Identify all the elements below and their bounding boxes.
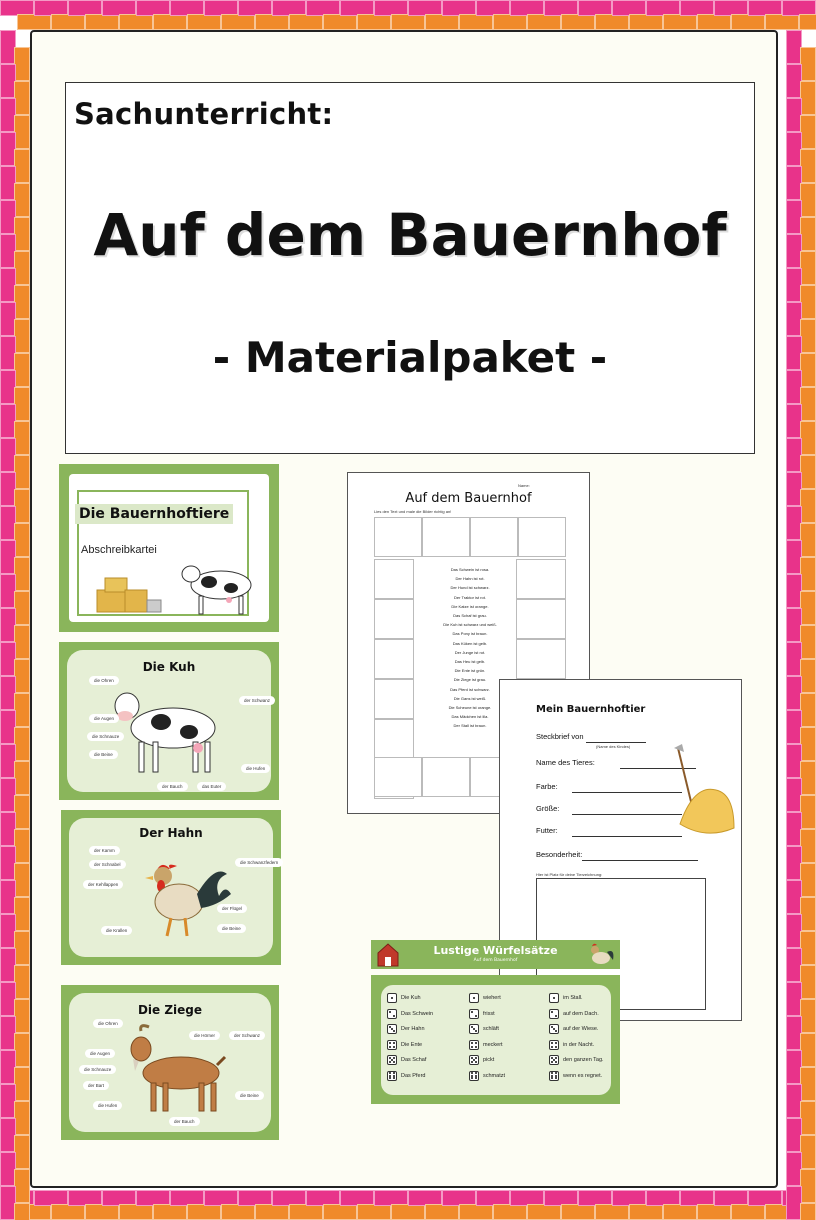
card-kartei-subtitle: Abschreibkartei bbox=[81, 544, 157, 556]
border-tile bbox=[14, 1135, 30, 1169]
border-tile bbox=[14, 727, 30, 761]
dice-sentence-part: schläft bbox=[483, 1026, 499, 1032]
border-tile bbox=[800, 557, 816, 591]
sub-title: - Materialpaket - bbox=[212, 333, 608, 382]
card-kartei-inner bbox=[69, 474, 269, 622]
dice-pip bbox=[389, 1072, 391, 1074]
rooster-label: der Kamm bbox=[89, 846, 120, 855]
dice-face-icon bbox=[387, 1071, 397, 1081]
rooster-icon bbox=[585, 942, 615, 968]
picture-cell bbox=[374, 679, 414, 719]
dice-header bbox=[371, 940, 620, 969]
ws1-sentence: Das Heu ist gelb. bbox=[454, 659, 486, 664]
ws1-instruction: Lies den Text und male die Bilder richtig an! bbox=[374, 509, 452, 514]
card-kuh-title: Die Kuh bbox=[142, 660, 196, 674]
ws1-sentence: Das Pferd ist schwarz. bbox=[450, 686, 490, 692]
border-tile bbox=[14, 489, 30, 523]
border-tile bbox=[800, 863, 816, 897]
border-tile bbox=[14, 965, 30, 999]
border-tile bbox=[14, 319, 30, 353]
goat-label: die Schnauze bbox=[79, 1065, 116, 1074]
picture-cell bbox=[422, 517, 470, 557]
ws2-field: Besonderheit: bbox=[536, 850, 583, 859]
cow-label: die Beine bbox=[89, 750, 118, 759]
border-tile bbox=[731, 1204, 765, 1220]
goat-label: die Hörner bbox=[189, 1031, 220, 1040]
ws2-field: Name des Tieres: bbox=[536, 758, 595, 767]
border-tile bbox=[800, 591, 816, 625]
ws2-line bbox=[586, 742, 646, 743]
dice-pip bbox=[555, 1015, 557, 1017]
border-tile bbox=[14, 285, 30, 319]
dice-pip bbox=[551, 1046, 553, 1048]
border-tile bbox=[51, 1204, 85, 1220]
border-tile bbox=[255, 14, 289, 30]
border-tile bbox=[800, 1169, 816, 1203]
border-tile bbox=[800, 387, 816, 421]
border-tile bbox=[187, 1204, 221, 1220]
border-tile bbox=[459, 1204, 493, 1220]
border-tile bbox=[425, 14, 459, 30]
card-kartei-cover bbox=[59, 464, 279, 632]
border-tile bbox=[51, 14, 85, 30]
ws2-name-hint: (Name des Kindes) bbox=[596, 744, 631, 749]
border-tile bbox=[800, 489, 816, 523]
border-tile bbox=[800, 47, 816, 81]
card-hahn-inner bbox=[69, 818, 279, 957]
border-tile bbox=[14, 795, 30, 829]
dice-sentence-part: frisst bbox=[483, 1010, 495, 1017]
border-tile bbox=[800, 1203, 816, 1220]
dice-pip bbox=[393, 1072, 395, 1074]
rooster-label: der Schnabel bbox=[89, 860, 126, 869]
dice-face-icon bbox=[387, 1024, 397, 1034]
dice-pip bbox=[393, 1042, 395, 1044]
border-tile bbox=[14, 421, 30, 455]
border-tile bbox=[323, 1204, 357, 1220]
ws1-sentence: Die Ziege ist grau. bbox=[453, 677, 487, 683]
ws1-sentence: Der Hund ist schwarz. bbox=[450, 585, 490, 591]
border-tile bbox=[800, 1033, 816, 1067]
ws1-title: Auf dem Bauernhof bbox=[405, 491, 532, 506]
border-tile bbox=[800, 149, 816, 183]
border-tile bbox=[595, 1204, 629, 1220]
border-tile bbox=[800, 353, 816, 387]
ws1-sentence: Der Junge ist rot. bbox=[454, 649, 486, 655]
rooster-label: der Kehllappen bbox=[83, 880, 123, 889]
picture-cell bbox=[470, 517, 518, 557]
border-tile bbox=[493, 1204, 527, 1220]
dice-pip bbox=[393, 1030, 395, 1032]
border-tile bbox=[14, 149, 30, 183]
dice-pip bbox=[475, 1015, 477, 1017]
border-tile bbox=[800, 421, 816, 455]
border-tile bbox=[800, 625, 816, 659]
subject-label: Sachunterricht: bbox=[74, 97, 334, 131]
dice-sentence-part: schmatzt bbox=[483, 1072, 506, 1079]
dice-face-icon bbox=[469, 1071, 479, 1081]
dice-pip bbox=[393, 1061, 395, 1063]
dice-sentence-part: meckert bbox=[483, 1041, 503, 1048]
main-title: Auf dem Bauernhof bbox=[93, 201, 727, 269]
ws1-sentence: Die Ente ist grün. bbox=[454, 668, 486, 674]
picture-cell bbox=[516, 599, 566, 639]
border-tile bbox=[14, 1169, 30, 1203]
border-tile bbox=[595, 14, 629, 30]
dice-pip bbox=[555, 1061, 557, 1063]
border-tile bbox=[800, 1101, 816, 1135]
border-tile bbox=[289, 1204, 323, 1220]
border-tile bbox=[357, 1204, 391, 1220]
goat-label: die Augen bbox=[85, 1049, 115, 1058]
border-tile bbox=[221, 1204, 255, 1220]
dice-sentence-part: wenn es regnet. bbox=[563, 1072, 603, 1079]
border-tile bbox=[14, 931, 30, 965]
ws2-field: Steckbrief von bbox=[536, 732, 584, 741]
border-tile bbox=[14, 115, 30, 149]
dice-pip bbox=[393, 1057, 395, 1059]
border-tile bbox=[14, 693, 30, 727]
dice-title: Lustige Würfelsätze bbox=[433, 944, 558, 957]
border-tile bbox=[799, 14, 816, 30]
rooster-label: der Flügel bbox=[217, 904, 247, 913]
picture-cell bbox=[374, 559, 414, 599]
dice-sentence-part: Das Pferd bbox=[401, 1072, 426, 1079]
cow-label: der Bauch bbox=[157, 782, 188, 791]
border-tile bbox=[800, 693, 816, 727]
border-tile bbox=[14, 217, 30, 251]
border-tile bbox=[493, 14, 527, 30]
ws1-sentence: Der Hahn ist rot. bbox=[455, 576, 485, 582]
border-tile bbox=[800, 965, 816, 999]
picture-cell bbox=[518, 517, 566, 557]
border-tile bbox=[289, 14, 323, 30]
ws1-sentence: Der Stall ist braun. bbox=[453, 723, 487, 729]
dice-pip bbox=[475, 1072, 477, 1074]
border-tile bbox=[800, 251, 816, 285]
border-tile bbox=[800, 217, 816, 251]
dice-sentence-part: im Stall. bbox=[563, 995, 583, 1001]
border-tile bbox=[14, 1033, 30, 1067]
goat-label: der Bart bbox=[83, 1081, 109, 1090]
cow-label: die Ohren bbox=[89, 676, 119, 685]
dice-pip bbox=[389, 1061, 391, 1063]
border-tile bbox=[800, 659, 816, 693]
border-tile bbox=[14, 897, 30, 931]
picture-cell bbox=[422, 757, 470, 797]
worksheet-mein-bauernhoftier bbox=[499, 679, 742, 1021]
dice-face-icon bbox=[469, 1024, 479, 1034]
dice-pip bbox=[553, 997, 555, 999]
dice-face-icon bbox=[387, 1040, 397, 1050]
border-tile bbox=[697, 1204, 731, 1220]
dice-face-icon bbox=[387, 1009, 397, 1019]
dice-pip bbox=[471, 1046, 473, 1048]
ws2-line bbox=[572, 836, 682, 837]
ws2-line bbox=[572, 814, 682, 815]
border-tile bbox=[800, 115, 816, 149]
cow-label: das Euter bbox=[197, 782, 226, 791]
cow-hay-illustration bbox=[91, 560, 261, 622]
border-tile bbox=[14, 1067, 30, 1101]
ws2-line bbox=[572, 792, 682, 793]
ws1-sentence: Die Gans ist weiß. bbox=[453, 695, 487, 701]
border-tile bbox=[425, 1204, 459, 1220]
dice-face-icon bbox=[549, 1071, 559, 1081]
border-tile bbox=[14, 1101, 30, 1135]
dice-face-icon bbox=[549, 993, 559, 1003]
goat-label: die Beine bbox=[235, 1091, 264, 1100]
ws2-photo-hint: Hier ist Platz für deine Tierzeichnung: bbox=[536, 872, 603, 877]
border-tile bbox=[14, 81, 30, 115]
dice-pip bbox=[389, 1011, 391, 1013]
border-tile bbox=[14, 353, 30, 387]
cow-label: die Schnauze bbox=[87, 732, 124, 741]
border-tile bbox=[800, 999, 816, 1033]
picture-cell bbox=[374, 599, 414, 639]
border-tile bbox=[85, 1204, 119, 1220]
dice-sentence-part: in der Nacht. bbox=[563, 1041, 595, 1048]
ws1-sentence: Das Pony ist braun. bbox=[452, 631, 488, 637]
picture-cell bbox=[374, 757, 422, 797]
border-tile bbox=[800, 931, 816, 965]
border-tile bbox=[800, 1067, 816, 1101]
border-tile bbox=[323, 14, 357, 30]
ws1-sentence: Der Traktor ist rot. bbox=[453, 594, 486, 600]
border-tile bbox=[85, 14, 119, 30]
dice-pip bbox=[471, 1072, 473, 1074]
dice-face-icon bbox=[387, 993, 397, 1003]
picture-cell bbox=[374, 639, 414, 679]
dice-pip bbox=[471, 1011, 473, 1013]
dice-sentence-part: wiehert bbox=[483, 995, 501, 1001]
picture-cell bbox=[374, 517, 422, 557]
dice-pip bbox=[389, 1042, 391, 1044]
dice-face-icon bbox=[549, 1009, 559, 1019]
dice-pip bbox=[471, 1042, 473, 1044]
dice-sentence-part: den ganzen Tag. bbox=[563, 1057, 604, 1063]
dice-pip bbox=[551, 1061, 553, 1063]
dice-pip bbox=[555, 1046, 557, 1048]
dice-sentence-part: Die Ente bbox=[401, 1041, 423, 1048]
card-kuh bbox=[59, 642, 279, 800]
border-tile bbox=[221, 14, 255, 30]
border-tile bbox=[391, 1204, 425, 1220]
dice-sentence-part: Die Kuh bbox=[401, 995, 421, 1001]
dice-pip bbox=[475, 1077, 477, 1079]
dice-pip bbox=[555, 1042, 557, 1044]
border-tile bbox=[527, 1204, 561, 1220]
card-kartei-title: Die Bauernhoftiere bbox=[75, 504, 233, 524]
title-box bbox=[65, 82, 755, 454]
border-tile bbox=[629, 14, 663, 30]
dice-pip bbox=[391, 997, 393, 999]
dice-face-icon bbox=[469, 1040, 479, 1050]
dice-pip bbox=[389, 1046, 391, 1048]
dice-pip bbox=[551, 1077, 553, 1079]
border-tile bbox=[14, 455, 30, 489]
dice-pip bbox=[475, 1030, 477, 1032]
border-tile bbox=[255, 1204, 289, 1220]
ws1-name-label: Name: bbox=[518, 483, 530, 488]
dice-face-icon bbox=[469, 1055, 479, 1065]
border-tile bbox=[800, 1135, 816, 1169]
border-tile bbox=[800, 455, 816, 489]
border-tile bbox=[561, 1204, 595, 1220]
border-tile bbox=[459, 14, 493, 30]
border-tile bbox=[800, 319, 816, 353]
dice-subtitle: Auf dem Bauernhof bbox=[473, 958, 518, 963]
card-kuh-inner bbox=[67, 650, 271, 792]
ws1-sentence: Das Küken ist gelb. bbox=[452, 640, 488, 646]
border-tile bbox=[800, 829, 816, 863]
ws2-field: Größe: bbox=[536, 804, 560, 813]
rooster-label: die Schwanzfedern bbox=[235, 858, 283, 867]
dice-sentence-part: Das Schwein bbox=[401, 1010, 434, 1017]
cow-label: die Augen bbox=[89, 714, 119, 723]
ws1-sentence: Das Mädchen ist lila. bbox=[451, 714, 489, 720]
dice-pip bbox=[551, 1072, 553, 1074]
dice-face-icon bbox=[469, 993, 479, 1003]
cow-label: die Hufen bbox=[241, 764, 270, 773]
border-tile bbox=[357, 14, 391, 30]
card-ziege-title: Die Ziege bbox=[137, 1003, 203, 1017]
ws2-field: Futter: bbox=[536, 826, 558, 835]
border-tile bbox=[119, 1204, 153, 1220]
border-tile bbox=[800, 523, 816, 557]
border-tile bbox=[153, 14, 187, 30]
cow-label: der Schwanz bbox=[239, 696, 275, 705]
dice-face-icon bbox=[549, 1024, 559, 1034]
goat-label: der Schwanz bbox=[229, 1031, 265, 1040]
dice-inner bbox=[381, 985, 611, 1095]
dice-face-icon bbox=[469, 1009, 479, 1019]
ws1-sentence: Die Kuh ist schwarz und weiß. bbox=[443, 622, 497, 628]
border-tile bbox=[14, 387, 30, 421]
dice-pip bbox=[389, 1077, 391, 1079]
ws2-field: Farbe: bbox=[536, 782, 558, 791]
dice-pip bbox=[475, 1046, 477, 1048]
dice-pip bbox=[475, 1061, 477, 1063]
border-tile bbox=[800, 81, 816, 115]
border-tile bbox=[187, 14, 221, 30]
border-tile bbox=[527, 14, 561, 30]
border-tile bbox=[800, 761, 816, 795]
border-tile bbox=[731, 14, 765, 30]
goat-label: der Bauch bbox=[169, 1117, 200, 1126]
border-tile bbox=[800, 795, 816, 829]
border-tile bbox=[119, 14, 153, 30]
dice-face-icon bbox=[387, 1055, 397, 1065]
dice-sentence-part: Das Schaf bbox=[401, 1057, 427, 1063]
card-hahn bbox=[61, 810, 281, 965]
border-tile bbox=[14, 47, 30, 81]
border-tile bbox=[14, 863, 30, 897]
dice-pip bbox=[551, 1042, 553, 1044]
dice-pip bbox=[473, 997, 475, 999]
border-tile bbox=[800, 727, 816, 761]
border-tile bbox=[663, 14, 697, 30]
border-tile bbox=[14, 1203, 30, 1220]
border-tile bbox=[697, 14, 731, 30]
dice-pip bbox=[555, 1030, 557, 1032]
border-tile bbox=[14, 999, 30, 1033]
border-tile bbox=[629, 1204, 663, 1220]
rooster-label: die Beine bbox=[217, 924, 246, 933]
dice-sentence-part: auf dem Dach. bbox=[563, 1010, 599, 1017]
border-tile bbox=[153, 1204, 187, 1220]
dice-sentence-part: pickt bbox=[483, 1057, 495, 1063]
border-tile bbox=[391, 14, 425, 30]
goat-label: die Ohren bbox=[93, 1019, 123, 1028]
ws1-sentence: Die Scheune ist orange. bbox=[448, 705, 492, 710]
dice-sentence-part: auf der Wiese. bbox=[563, 1026, 599, 1032]
picture-cell bbox=[516, 639, 566, 679]
dice-face-icon bbox=[549, 1055, 559, 1065]
pitchfork-hay-illustration bbox=[674, 744, 738, 840]
border-tile bbox=[800, 897, 816, 931]
dice-pip bbox=[475, 1057, 477, 1059]
dice-pip bbox=[555, 1072, 557, 1074]
dice-pip bbox=[475, 1042, 477, 1044]
border-tile bbox=[663, 1204, 697, 1220]
dice-pip bbox=[393, 1077, 395, 1079]
dice-pip bbox=[393, 1015, 395, 1017]
border-tile bbox=[14, 183, 30, 217]
border-tile bbox=[14, 523, 30, 557]
border-tile bbox=[14, 625, 30, 659]
ws2-title: Mein Bauernhoftier bbox=[536, 704, 646, 715]
border-tile bbox=[14, 591, 30, 625]
card-hahn-title: Der Hahn bbox=[139, 826, 203, 840]
dice-face-icon bbox=[549, 1040, 559, 1050]
border-tile bbox=[800, 183, 816, 217]
picture-cell bbox=[374, 719, 414, 759]
cow-illustration bbox=[103, 680, 231, 780]
dice-sentence-part: Der Hahn bbox=[401, 1026, 425, 1032]
dice-pip bbox=[551, 1011, 553, 1013]
card-ziege bbox=[61, 985, 279, 1140]
border-tile bbox=[14, 557, 30, 591]
card-ziege-inner bbox=[69, 993, 271, 1132]
dice-sentences-card bbox=[371, 975, 620, 1104]
ws2-line bbox=[582, 860, 698, 861]
picture-cell bbox=[516, 559, 566, 599]
ws1-sentence: Das Schwein ist rosa. bbox=[450, 567, 490, 572]
rooster-label: die Krallen bbox=[101, 926, 132, 935]
border-tile bbox=[765, 14, 799, 30]
dice-pip bbox=[555, 1077, 557, 1079]
dice-pip bbox=[393, 1046, 395, 1048]
border-tile bbox=[800, 285, 816, 319]
dice-pip bbox=[471, 1061, 473, 1063]
ws1-sentence: Das Schaf ist grau. bbox=[453, 613, 487, 618]
goat-label: die Hufen bbox=[93, 1101, 122, 1110]
dice-pip bbox=[471, 1077, 473, 1079]
dice-pip bbox=[555, 1057, 557, 1059]
border-tile bbox=[14, 761, 30, 795]
border-tile bbox=[561, 14, 595, 30]
ws1-sentence: Die Katze ist orange. bbox=[451, 603, 489, 609]
border-tile bbox=[14, 659, 30, 693]
border-tile bbox=[14, 251, 30, 285]
border-tile bbox=[14, 829, 30, 863]
border-tile bbox=[17, 14, 51, 30]
